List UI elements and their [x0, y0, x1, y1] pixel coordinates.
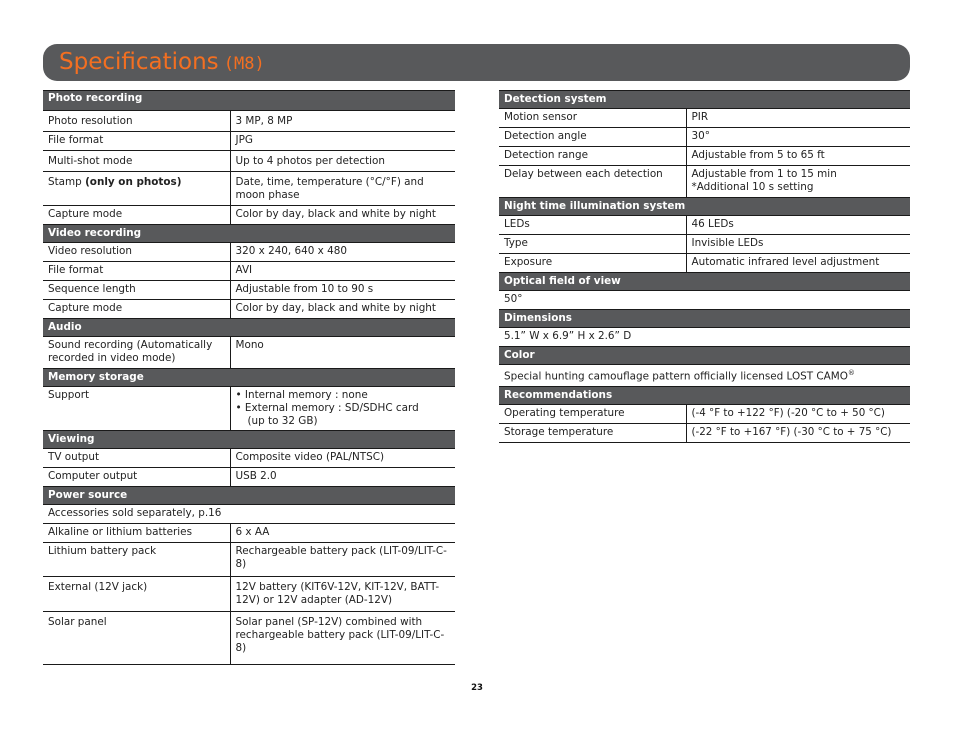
- left-spec-column: [43, 90, 455, 665]
- table-row: External (12V jack) 12V battery (KIT6V-12V, KIT-12V, BATT-12V) or 12V adapter (AD-12V): [43, 577, 455, 612]
- table-row: Special hunting camouflage pattern officially licensed LOST CAMO®: [499, 365, 910, 387]
- right-spec-column: [499, 90, 910, 443]
- page-title: Specifications: [59, 49, 219, 75]
- section-header: Dimensions: [499, 310, 910, 328]
- section-header: Audio: [43, 319, 455, 337]
- left-spec-table: [43, 90, 455, 665]
- right-spec-table: [499, 90, 910, 443]
- section-header: Color: [499, 347, 910, 365]
- title-banner: [43, 44, 910, 81]
- section-header: Memory storage: [43, 369, 455, 387]
- table-row: Photo resolution 3 MP, 8 MP: [43, 111, 455, 132]
- table-row: Delay between each detection Adjustable from 1 to 15 min *Additional 10 s setting: [499, 166, 910, 198]
- table-row: Detection range Adjustable from 5 to 65 ft: [499, 147, 910, 166]
- table-row: Detection angle 30°: [499, 128, 910, 147]
- table-row: Sound recording (Automatically recorded in video mode) Mono: [43, 337, 455, 369]
- section-header: Recommendations: [499, 387, 910, 405]
- table-row: Support • Internal memory : none • External memory : SD/SDHC card (up to 32 GB): [43, 387, 455, 431]
- table-row: Exposure Automatic infrared level adjustment: [499, 254, 910, 273]
- table-row: LEDs 46 LEDs: [499, 216, 910, 235]
- table-row: Alkaline or lithium batteries 6 x AA: [43, 524, 455, 543]
- table-row: 50°: [499, 291, 910, 310]
- table-row: Solar panel Solar panel (SP-12V) combined with rechargeable battery pack (LIT-09/LIT-C-8): [43, 612, 455, 665]
- table-row: Motion sensor PIR: [499, 109, 910, 128]
- page-number: 23: [471, 683, 483, 693]
- table-row: Type Invisible LEDs: [499, 235, 910, 254]
- table-row: Multi-shot mode Up to 4 photos per detection: [43, 151, 455, 172]
- table-row: TV output Composite video (PAL/NTSC): [43, 449, 455, 468]
- section-header: Photo recording: [43, 91, 455, 111]
- section-header: Power source: [43, 487, 455, 505]
- table-row: Sequence length Adjustable from 10 to 90 s: [43, 281, 455, 300]
- table-row: Accessories sold separately, p.16: [43, 505, 455, 524]
- section-header: Video recording: [43, 225, 455, 243]
- table-row: Stamp (only on photos) Date, time, temperature (°C/°F) and moon phase: [43, 172, 455, 206]
- table-row: File format AVI: [43, 262, 455, 281]
- section-header: Viewing: [43, 431, 455, 449]
- table-row: File format JPG: [43, 132, 455, 151]
- table-row: Capture mode Color by day, black and white by night: [43, 206, 455, 225]
- section-header: Optical field of view: [499, 273, 910, 291]
- table-row: 5.1” W x 6.9” H x 2.6” D: [499, 328, 910, 347]
- table-row: Capture mode Color by day, black and white by night: [43, 300, 455, 319]
- table-row: Lithium battery pack Rechargeable battery pack (LIT-09/LIT-C-8): [43, 543, 455, 577]
- table-row: Operating temperature (-4 °F to +122 °F) (-20 °C to + 50 °C): [499, 405, 910, 424]
- table-row: Video resolution 320 x 240, 640 x 480: [43, 243, 455, 262]
- table-row: Storage temperature (-22 °F to +167 °F) (-30 °C to + 75 °C): [499, 424, 910, 443]
- section-header: Detection system: [499, 91, 910, 109]
- section-header: Night time illumination system: [499, 198, 910, 216]
- model-label: (M8): [223, 54, 265, 74]
- table-row: Computer output USB 2.0: [43, 468, 455, 487]
